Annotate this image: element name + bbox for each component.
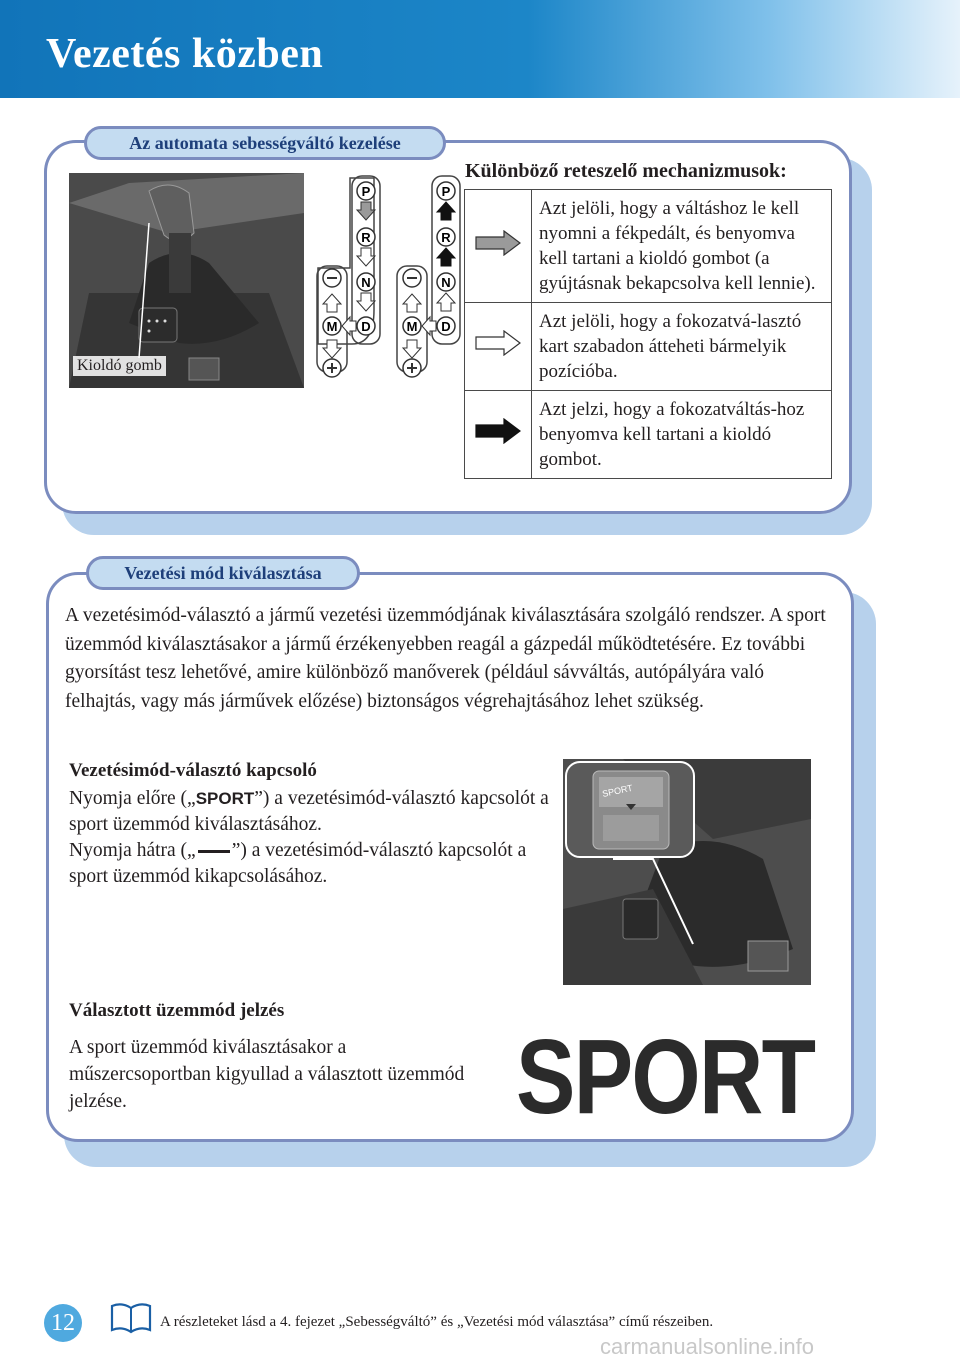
mechanism-text: Azt jelöli, hogy a fokozatvá-lasztó kart szabadon átteheti bármelyik pozícióba. [532, 303, 832, 391]
shift-d-label-2: D [441, 319, 451, 334]
gear-lever-photo [69, 173, 304, 388]
shift-n-label-2: N [441, 275, 451, 290]
dash-icon [198, 850, 230, 853]
switch-description: Nyomja előre („SPORT”) a vezetésimód-választó kapcsolót a sport üzemmód kiválasztásához. Nyomja hátra („ ”) a vezetésimód-választó kapcsolót a sport üzemmód kikapcsolásához. [69, 788, 549, 887]
switch-sport-label: SPORT [601, 782, 634, 799]
release-button-caption: Kioldó gomb [73, 356, 166, 376]
shift-pattern-diagram [312, 172, 462, 384]
switch-illustration [563, 759, 811, 985]
switch-title: Vezetésimód-választó kapcsoló [69, 760, 317, 781]
drive-mode-switch-photo [563, 759, 811, 985]
shift-p-label-2: P [441, 184, 451, 199]
mechanism-row [465, 190, 832, 303]
indicator-description: A sport üzemmód kiválasztásakor a műszercsoportban kigyullad a választott üzemmód jelzése. [69, 1037, 465, 1112]
mechanism-row [465, 391, 832, 479]
gray-arrow-icon [474, 230, 522, 256]
black-arrow-icon [474, 418, 522, 444]
book-icon [108, 1300, 154, 1336]
mechanism-text: Azt jelöli, hogy a váltáshoz le kell nyomni a fékpedált, és benyomva kell tartani a kioldó gombot (a gyújtásnak bekapcsolva kell lennie). [532, 190, 832, 303]
indicator-title: Választott üzemmód jelzés [69, 1000, 285, 1021]
shift-d-label: D [361, 319, 371, 334]
outline-arrow-icon [474, 330, 522, 356]
page-title: Vezetés közben [46, 31, 324, 77]
shift-r-label: R [361, 230, 371, 245]
shift-m-label-2: M [406, 319, 418, 334]
drive-mode-paragraph: A vezetésimód-választó a jármű vezetési üzemmódjának kiválasztására szolgáló rendszer. A sport üzemmód kiválasztásakor a jármű érzékenyebben reagál a gázpedál működtetésére. Ez további gyorsítást tesz lehetővé, amire különböző manőverek (például sávváltás, autópályára való felhajtás, vagy más járművek előzése) biztonságos végrehajtásához lehet szükség. [65, 605, 826, 712]
shift-m-label: M [326, 319, 338, 334]
page-header [0, 0, 960, 98]
shift-n-label: N [361, 275, 371, 290]
mechanisms-table [464, 189, 832, 479]
sport-indicator: SPORT [516, 1018, 815, 1136]
shift-r-label-2: R [441, 230, 451, 245]
footer-reference: A részleteket lásd a 4. fejezet „Sebességváltó” és „Vezetési mód választása” című részeiben. [160, 1314, 714, 1330]
page-number: 12 [44, 1304, 82, 1342]
shift-p-label: P [361, 184, 371, 199]
mechanism-text: Azt jelzi, hogy a fokozatváltás-hoz benyomva kell tartani a kioldó gombot. [532, 391, 832, 479]
section2-tab: Vezetési mód kiválasztása [86, 556, 360, 590]
watermark: carmanualsonline.info [600, 1334, 815, 1359]
sport-word: SPORT [195, 789, 255, 808]
section1-tab: Az automata sebességváltó kezelése [84, 126, 446, 160]
shift-pattern-left [317, 176, 380, 377]
mechanisms-title: Különböző reteszelő mechanizmusok: [465, 160, 787, 182]
mechanism-row [465, 303, 832, 391]
shift-pattern-right [397, 176, 460, 377]
